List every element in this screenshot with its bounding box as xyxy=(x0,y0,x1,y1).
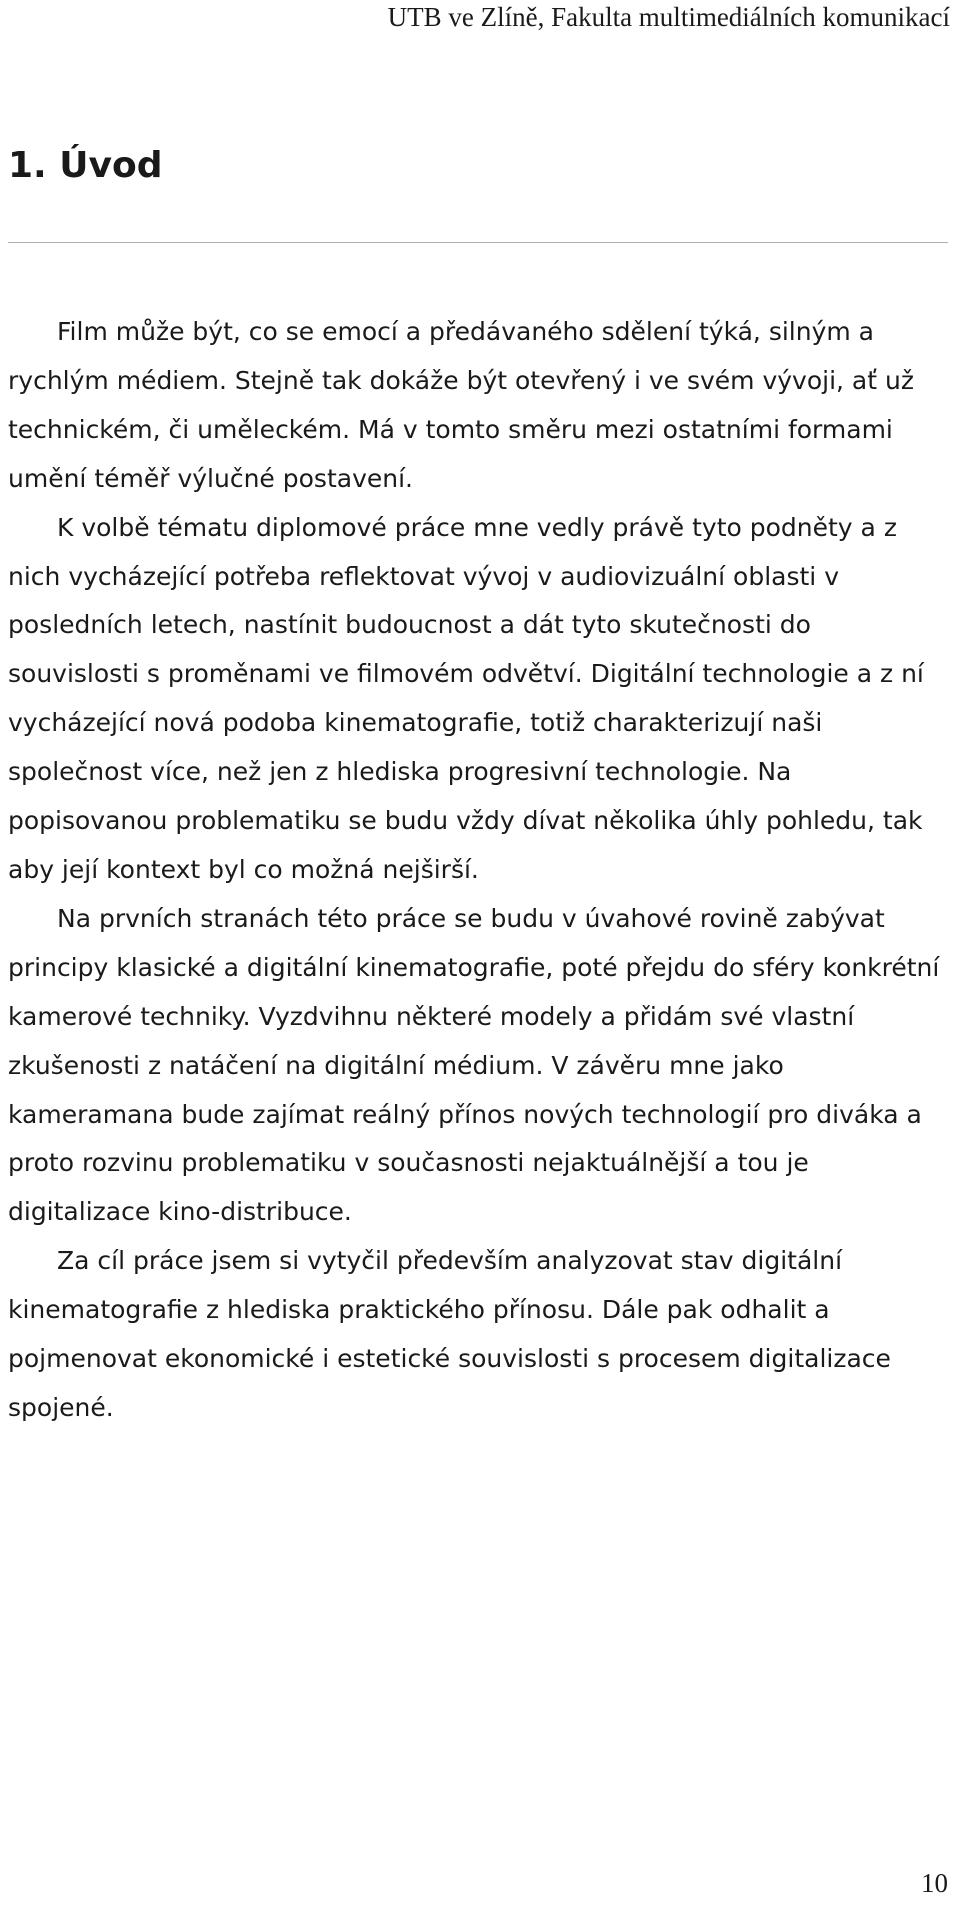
page-number: 10 xyxy=(921,1868,948,1898)
paragraph-2: K volbě tématu diplomové práce mne vedly právě tyto podněty a z nich vycházející potřeba reflektovat vývoj v audiovizuální oblasti v posledních letech, nastínit budoucnost a dát tyto skutečnosti do souvislosti s proměnami ve filmovém odvětví. Digitální technologie a z ní vycházející nová podoba kinematografie, totiž charakterizují naši společnost více, než jen z hlediska progresivní technologie. Na popisovanou problematiku se budu vždy dívat několika úhly pohledu, tak aby její kontext byl co možná nejširší. xyxy=(8,512,924,884)
body-text xyxy=(8,308,948,1433)
running-header: UTB ve Zlíně, Fakulta multimediálních komunikací xyxy=(387,2,950,32)
chapter-title: 1. Úvod xyxy=(8,145,163,186)
title-divider xyxy=(8,242,948,243)
paragraph-1: Film může být, co se emocí a předávaného sdělení týká, silným a rychlým médiem. Stejně tak dokáže být otevřený i ve svém vývoji, ať už technickém, či uměleckém. Má v tomto směru mezi ostatními formami umění téměř výlučné postavení. xyxy=(8,317,914,493)
paragraph-3: Na prvních stranách této práce se budu v úvahové rovině zabývat principy klasické a digitální kinematografie, poté přejdu do sféry konkrétní kamerové techniky. Vyzdvihnu některé modely a přidám své vlastní zkušenosti z natáčení na digitální médium. V závěru mne jako kameramana bude zajímat reálný přínos nových technologií pro diváka a proto rozvinu problematiku v současnosti nejaktuálnější a tou je digitalizace kino-distribuce. xyxy=(8,903,940,1227)
paragraph-4: Za cíl práce jsem si vytyčil především analyzovat stav digitální kinematografie z hlediska praktického přínosu. Dále pak odhalit a pojmenovat ekonomické i estetické souvislosti s procesem digitalizace spojené. xyxy=(8,1246,891,1422)
